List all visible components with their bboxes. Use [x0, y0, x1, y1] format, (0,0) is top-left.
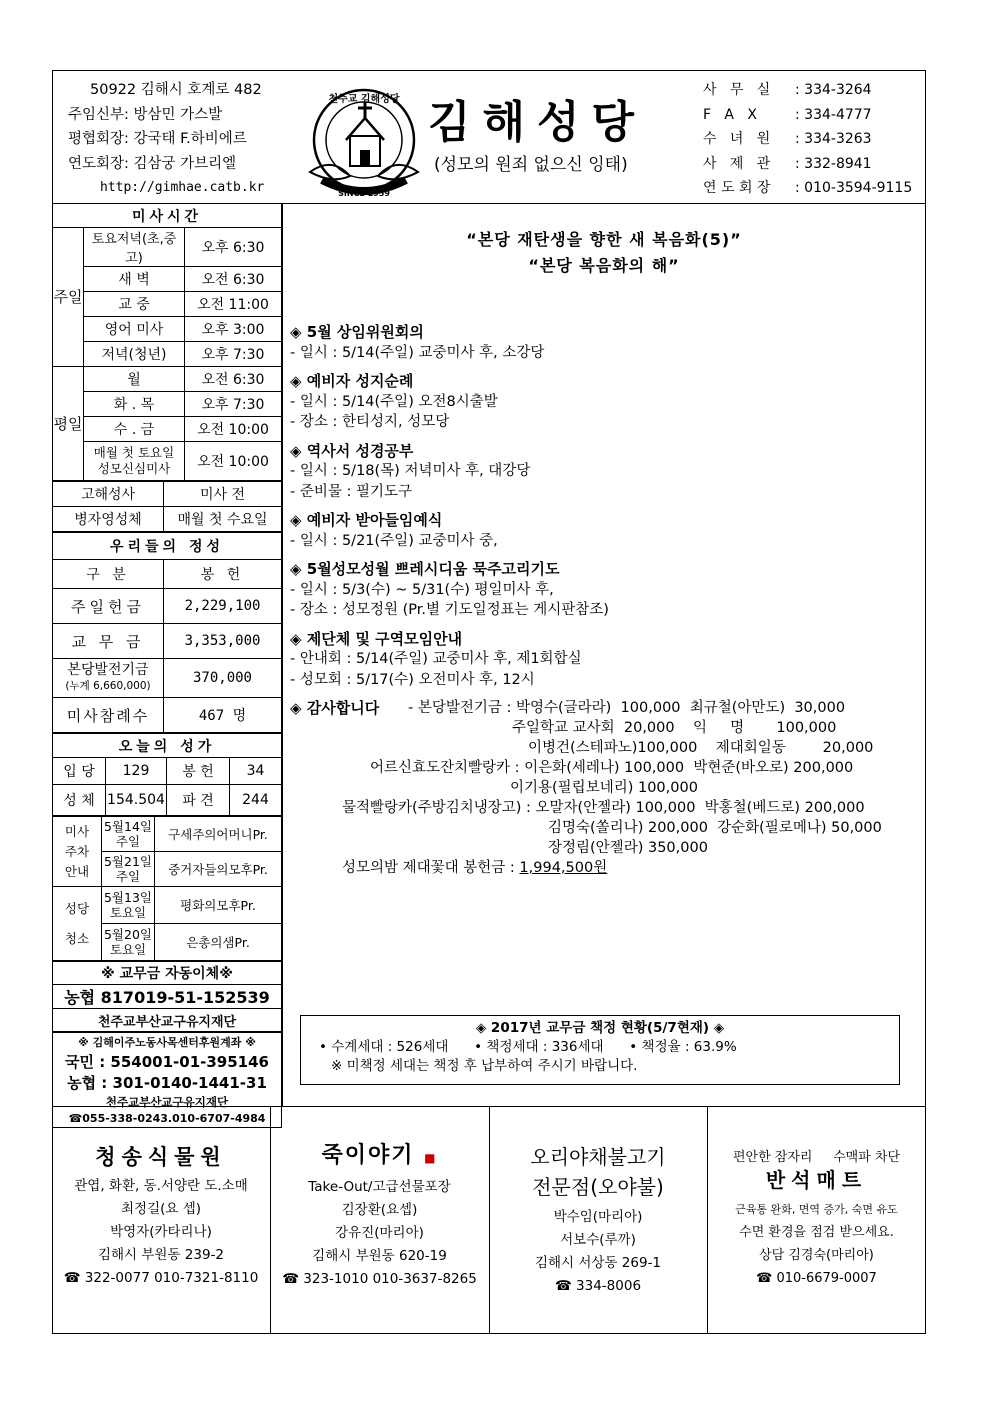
mass-schedule-table — [52, 203, 282, 481]
contact-label: 수 녀 원 — [703, 131, 771, 147]
bank-title: ※ 교무금 자동이체※ — [53, 962, 282, 985]
mass-time: 오후 3:00 — [185, 317, 282, 342]
offering-value: 2,229,100 — [164, 589, 282, 624]
ad-name: 오리야채불고기 — [530, 1145, 666, 1169]
contact-value: : 334-3263 — [795, 131, 872, 147]
hymn-heading: 오늘의 성가 — [53, 734, 282, 758]
weekday-label: 평일 — [53, 367, 84, 481]
notice-line: - 일시 : 5/21(주일) 교중미사 중, — [290, 532, 498, 549]
duty-date: 5월14일 주일 — [102, 817, 155, 852]
duty-group: 중거자들의모후Pr. — [155, 852, 282, 887]
ad-name-2: 전문점(오야불) — [532, 1175, 664, 1199]
mass-time: 오전 11:00 — [185, 292, 282, 317]
ad-line: 김장환(요셉) — [341, 1202, 418, 1218]
ad-line: 김해시 서상동 269-1 — [534, 1255, 662, 1271]
thanks-block — [290, 698, 920, 878]
thanks-line: 이기용(필립보네리) 100,000 — [510, 780, 698, 796]
sacrament-table — [52, 481, 282, 532]
notice-line: - 일시 : 5/14(주일) 교중미사 후, 소강당 — [290, 344, 545, 361]
ad-line: 수면 환경을 점검 받으세요. — [739, 1225, 894, 1240]
ad-line: 근육통 완화, 면역 증가, 숙면 유도 — [735, 1203, 898, 1216]
contact-label: 사 제 관 — [703, 155, 771, 172]
thanks-line: 이병건(스테파노)100,000 제대회일동 20,000 — [528, 740, 874, 756]
thanks-line: 어르신효도잔치빨랑카 : 이은화(세레나) 100,000 박현준(바오로) 200,000 — [370, 760, 854, 776]
support-account-1: 국민 : 554001-01-395146 — [53, 1051, 282, 1072]
mass-time: 오후 6:30 — [185, 228, 282, 267]
bank-owner: 천주교부산교구유지재단 — [53, 1009, 282, 1032]
youth-council-chair: 연도회장: 김삼궁 가브리엘 — [68, 155, 237, 172]
mass-name: 토요저녁(초,중고) — [84, 228, 185, 267]
mass-duty-label: 미사 주차 안내 — [53, 817, 102, 887]
headline-1: “본당 재탄생을 향한 새 복음화(5)” — [466, 230, 742, 249]
notice-line: - 장소 : 성모정원 (Pr.별 기도일정표는 게시판참조) — [290, 602, 609, 618]
mass-time: 오전 10:00 — [185, 442, 282, 481]
hymn-table — [52, 733, 282, 816]
duty-group: 평화의모후Pr. — [155, 887, 282, 924]
offering-table — [52, 532, 282, 733]
ad-phone: ☎ 010-6679-0007 — [756, 1271, 877, 1286]
sick-communion-value: 매월 첫 수요일 — [164, 507, 282, 532]
bank-account: 농협 817019-51-152539 — [53, 985, 282, 1009]
headline-2: “본당 복음화의 해” — [528, 256, 680, 275]
notice-line: - 성모회 : 5/17(수) 오전미사 후, 12시 — [290, 671, 535, 688]
mass-name: 매월 첫 토요일 성모신심미사 — [84, 442, 185, 481]
contact-row — [703, 152, 912, 177]
ad-line: 김해시 부원동 620-19 — [312, 1248, 447, 1264]
hymn-label: 성 체 — [53, 785, 106, 816]
ad-line: 강유진(마리아) — [335, 1225, 424, 1241]
contact-value: : 010-3594-9115 — [795, 180, 913, 196]
ad-tagline: 편안한 잠자리 수맥파 차단 — [732, 1150, 901, 1165]
contact-row — [703, 78, 912, 103]
sunday-label: 주일 — [53, 228, 84, 367]
ad-line: 서보수(루까) — [560, 1232, 636, 1248]
notice-line: - 안내회 : 5/14(주일) 교중미사 후, 제1회합실 — [290, 651, 582, 667]
duty-table — [52, 816, 282, 961]
hymn-number: 154.504 — [106, 785, 167, 816]
hymn-number: 244 — [230, 785, 282, 816]
contact-row — [703, 176, 912, 201]
support-phone: ☎055-338-0243.010-6707-4984 — [53, 1110, 282, 1128]
notice-line: - 일시 : 5/3(수) ~ 5/31(수) 평일미사 후, — [290, 581, 554, 598]
stamp-icon: ■ — [424, 1151, 438, 1165]
hymn-label: 입 당 — [53, 758, 106, 785]
offering-value: 370,000 — [164, 659, 282, 698]
mass-name: 화 . 목 — [84, 392, 185, 417]
website-link[interactable]: http://gimhae.catb.kr — [100, 180, 265, 195]
offering-heading: 우리들의 정성 — [53, 533, 282, 560]
notice-line: - 일시 : 5/14(주일) 오전8시출발 — [290, 393, 498, 410]
mass-name: 교 중 — [84, 292, 185, 317]
hymn-label: 파 견 — [167, 785, 230, 816]
ad-phone: ☎ 334-8006 — [554, 1278, 642, 1294]
notice-title: ◈ 제단체 및 구역모임안내 — [290, 629, 463, 648]
offering-name-text: 본당발전기금 — [67, 661, 149, 678]
mass-heading: 미사시간 — [53, 204, 282, 228]
page-title: 김해성당 — [428, 97, 647, 148]
mass-time: 오전 10:00 — [185, 417, 282, 442]
notice-line: - 일시 : 5/18(목) 저녁미사 후, 대강당 — [290, 463, 531, 479]
mass-name: 월 — [84, 367, 185, 392]
notice-title: ◈ 5월성모성월 쁘레시디움 묵주고리기도 — [290, 560, 560, 578]
logo-top-text: 천주교 김해성당 — [328, 94, 400, 105]
thanks-line: 주일학교 교사회 20,000 익 명 100,000 — [512, 720, 837, 736]
parish-logo — [302, 84, 426, 200]
offering-name: 교 무 금 — [53, 624, 164, 659]
mass-time: 오전 6:30 — [185, 267, 282, 292]
council-chair: 평협회장: 강국태 F.하비에르 — [68, 131, 247, 147]
ad-phone: ☎ 323-1010 010-3637-8265 — [282, 1271, 477, 1287]
notice-title: ◈ 예비자 성지순례 — [290, 372, 414, 390]
duty-group: 은총의샘Pr. — [155, 924, 282, 961]
ad-duck-restaurant — [489, 1106, 707, 1370]
hymn-label: 봉 헌 — [167, 758, 230, 785]
thanks-line: 성모의밤 제대꽃대 봉헌금 : 1,994,500원 — [342, 860, 608, 876]
confession-value: 미사 전 — [164, 482, 282, 507]
dues-note: ※ 미책정 세대는 책정 후 납부하여 주시기 바랍니다. — [331, 1058, 638, 1074]
ad-line: 박영자(카타리나) — [110, 1224, 212, 1240]
mass-time: 오전 6:30 — [185, 367, 282, 392]
ad-name: 죽이야기 — [321, 1143, 415, 1168]
dues-title: ◈ 2017년 교무금 책정 현황(5/7현재) ◈ — [475, 1020, 725, 1036]
mass-name: 저녁(청년) — [84, 342, 185, 367]
dues-stats: • 수계세대 : 526세대 • 책정세대 : 336세대 • 책정율 : 63.9% — [319, 1039, 737, 1055]
mass-time: 오후 7:30 — [185, 392, 282, 417]
contact-label: F A X — [703, 106, 757, 123]
ad-line: 관엽, 화환, 동.서양란 도.소매 — [74, 1178, 248, 1194]
duty-group: 구세주의어머니Pr. — [155, 817, 282, 852]
parish-info — [68, 78, 264, 201]
offering-cumulative: (누계 6,660,000) — [65, 679, 151, 692]
mass-time: 오후 7:30 — [185, 342, 282, 367]
page-subtitle: (성모의 원죄 없으신 잉태) — [434, 155, 628, 175]
ad-line: 상담 김경숙(마리아) — [759, 1248, 874, 1263]
thanks-line: 장정림(안젤라) 350,000 — [548, 840, 708, 856]
pastor: 주임신부: 방삼민 가스발 — [68, 106, 223, 123]
support-owner: 천주교부산교구유지재단 — [53, 1093, 282, 1110]
notice-title: ◈ 역사서 성경공부 — [290, 441, 414, 460]
ad-porridge-shop — [270, 1106, 489, 1372]
ad-name: 청송식물원 — [95, 1145, 227, 1169]
offering-name: 미사참례수 — [53, 698, 164, 733]
confession-label: 고해성사 — [53, 482, 164, 507]
support-title: ※ 김해이주노동사목센터후원계좌 ※ — [53, 1033, 282, 1052]
contact-label: 연 도 회 장 — [703, 180, 771, 196]
ad-phone: ☎ 322-0077 010-7321-8110 — [63, 1270, 259, 1286]
contact-value: : 334-3264 — [795, 82, 872, 98]
notice-title: ◈ 예비자 받아들임예식 — [290, 511, 443, 529]
cleaning-label: 성당 청소 — [53, 887, 102, 961]
ad-line: Take-Out/고급선물포장 — [308, 1179, 451, 1195]
thanks-line: 김명숙(쏠리나) 200,000 강순화(필로메나) 50,000 — [548, 820, 882, 836]
duty-date: 5월21일 주일 — [102, 852, 155, 887]
contact-label: 사 무 실 — [703, 82, 771, 98]
offering-value: 467 명 — [164, 698, 282, 733]
offering-name — [53, 659, 164, 698]
thanks-line: - 본당발전기금 : 박영수(글라라) 100,000 최규철(아만도) 30,000 — [408, 700, 846, 716]
contact-list — [703, 78, 912, 201]
col-header: 구 분 — [53, 560, 164, 589]
ad-logo — [270, 1144, 489, 1170]
hymn-number: 34 — [230, 758, 282, 785]
headline — [282, 203, 926, 279]
thanks-line: 물적빨랑카(주방김치냉장고) : 오말자(안젤라) 100,000 박홍철(베드로) 200,000 — [342, 800, 865, 816]
duty-date: 5월20일 토요일 — [102, 924, 155, 961]
support-account-2: 농협 : 301-0140-1441-31 — [53, 1072, 282, 1093]
contact-value: : 334-4777 — [795, 106, 872, 123]
ad-name: 반석매트 — [765, 1168, 868, 1192]
sick-communion-label: 병자영성체 — [53, 507, 164, 532]
mass-name: 새 벽 — [84, 267, 185, 292]
offering-name: 주일헌금 — [53, 589, 164, 624]
address: 50922 김해시 호계로 482 — [90, 82, 262, 98]
notice-line: - 장소 : 한티성지, 성모당 — [290, 414, 450, 430]
thanks-title: ◈ 감사합니다 — [290, 699, 380, 717]
ad-line: 김해시 부원동 239-2 — [97, 1247, 225, 1263]
dues-status-box — [300, 1015, 900, 1085]
mass-name: 영어 미사 — [84, 317, 185, 342]
duty-date: 5월13일 토요일 — [102, 887, 155, 924]
ad-line: 최정길(요 셉) — [120, 1201, 202, 1217]
col-header: 봉 헌 — [164, 560, 282, 589]
ad-flower-shop — [52, 1106, 270, 1374]
contact-value: : 332-8941 — [795, 155, 872, 172]
contact-row — [703, 103, 912, 128]
notice-line: - 준비물 : 필기도구 — [290, 483, 412, 500]
contact-row — [703, 127, 912, 152]
bank-transfer — [52, 961, 282, 1032]
notice-title: ◈ 5월 상임위원회의 — [290, 323, 424, 341]
logo-since-text: SINCE 1959 — [338, 189, 390, 198]
ad-mat-shop — [707, 1106, 926, 1374]
left-column — [52, 203, 282, 1128]
offering-value: 3,353,000 — [164, 624, 282, 659]
notices — [290, 322, 920, 878]
mass-name: 수 . 금 — [84, 417, 185, 442]
ad-line: 박수임(마리아) — [553, 1209, 643, 1225]
hymn-number: 129 — [106, 758, 167, 785]
